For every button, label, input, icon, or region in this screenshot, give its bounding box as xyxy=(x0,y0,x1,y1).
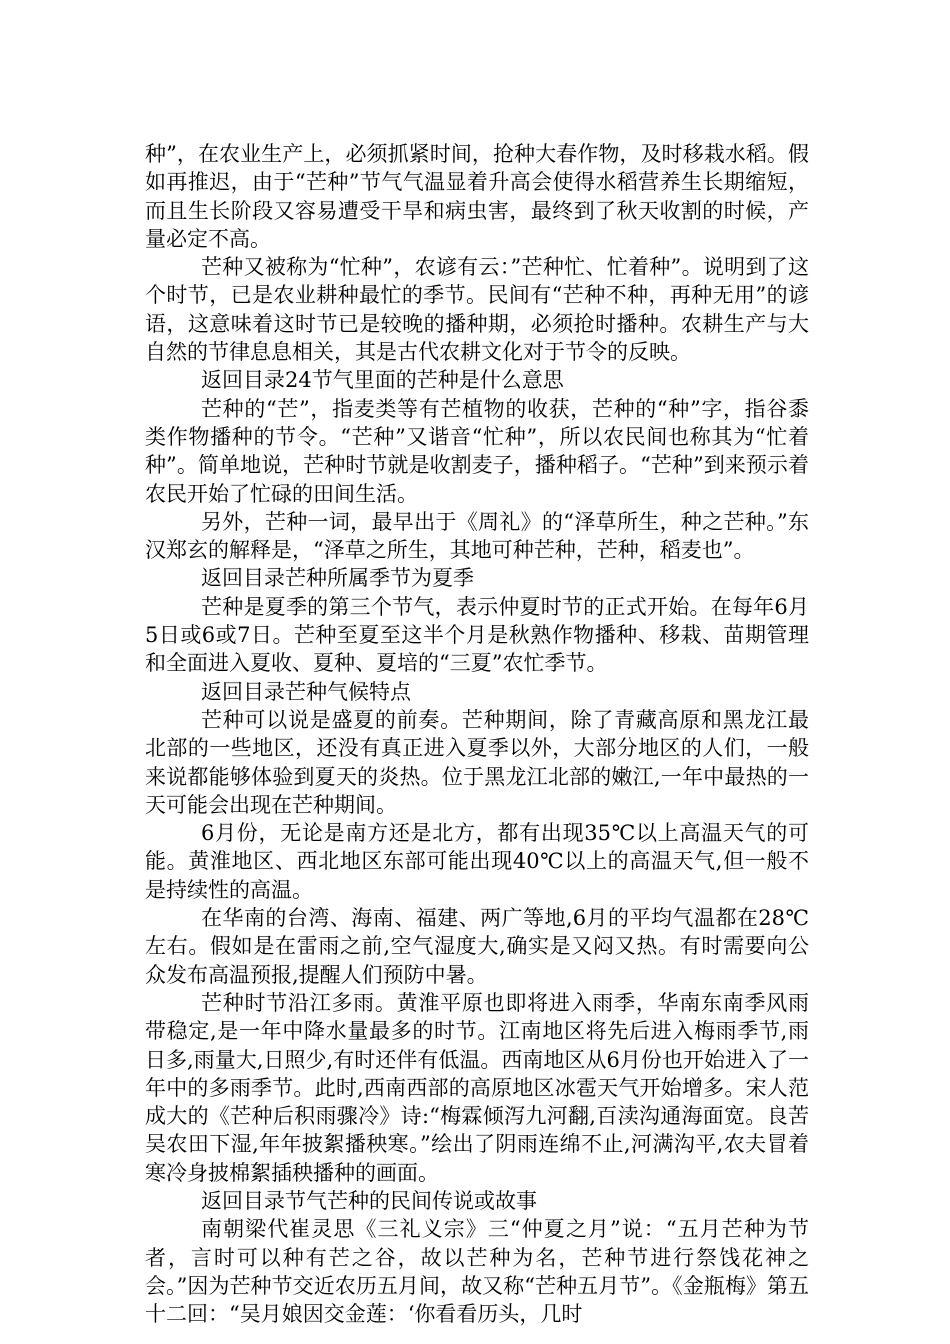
paragraph-season: 芒种是夏季的第三个节气，表示仲夏时节的正式开始。在每年6月5日或6或7日。芒种至夏至这半个月是秋熟作物播种、移栽、苗期管理和全面进入夏收、夏种、夏培的“三夏”农忙季节。 xyxy=(145,594,809,676)
paragraph-zhouli-origin: 另外，芒种一词，最早出于《周礼》的“泽草所生，种之芒种。”东汉郑玄的解释是，“泽草之所生，其地可种芒种，芒种，稻麦也”。 xyxy=(145,509,809,563)
section-heading-folklore[interactable]: 返回目录节气芒种的民间传说或故事 xyxy=(201,1188,537,1213)
paragraph-planting-urgency: 种”，在农业生产上，必须抓紧时间，抢种大春作物，及时移栽水稻。假如再推迟，由于“芒种”节气气温显着升高会使得水稻营养生长期缩短，而且生长阶段又容易遭受干旱和病虫害，最终到了秋天收割的时候，产量必定不高。 xyxy=(145,142,809,251)
paragraph-south-china: 在华南的台湾、海南、福建、两广等地,6月的平均气温都在28℃左右。假如是在雷雨之前,空气湿度大,确实是又闷又热。有时需要向公众发布高温预报,提醒人们预防中暑。 xyxy=(145,906,809,987)
paragraph-june-heat: 6月份，无论是南方还是北方，都有出现35℃以上高温天气的可能。黄淮地区、西北地区东部可能出现40℃以上的高温天气,但一般不是持续性的高温。 xyxy=(145,821,809,902)
paragraph-meaning-of-mangzhong: 芒种的“芒”，指麦类等有芒植物的收获，芒种的“种”字，指谷黍类作物播种的节令。“芒种”又谐音“忙种”，所以农民间也称其为“忙着种”。简单地说，芒种时节就是收割麦子，播种稻子。“芒种”到来预示着农民开始了忙碌的田间生活。 xyxy=(145,396,809,506)
paragraph-busy-planting: 芒种又被称为“忙种”，农谚有云：”芒种忙、忙着种”。说明到了这个时节，已是农业耕种最忙的季节。民间有“芒种不种，再种无用”的谚语，这意味着这时节已是较晚的播种期，必须抢时播种。农耕生产与大自然的节律息息相关，其是古代农耕文化对于节令的反映。 xyxy=(145,255,809,365)
section-heading-meaning[interactable]: 返回目录24节气里面的芒种是什么意思 xyxy=(201,368,564,393)
paragraph-rain-season: 芒种时节沿江多雨。黄淮平原也即将进入雨季，华南东南季风雨带稳定,是一年中降水量最多的时节。江南地区将先后进入梅雨季节,雨日多,雨量大,日照少,有时还伴有低温。西南地区从6月份也开始进入了一年中的多雨季节。此时,西南西部的高原地区冰雹天气开始增多。宋人范成大的《芒种后积雨骤冷》诗:“梅霖倾泻九河翻,百渎沟通海面宽。良苦吴农田下湿,年年披絮播秧寒。”绘出了阴雨连绵不止,河满沟平,农夫冒着寒冷身披棉絮插秧播种的画面。 xyxy=(145,990,809,1185)
section-heading-season[interactable]: 返回目录芒种所属季节为夏季 xyxy=(201,566,474,591)
document-page xyxy=(145,140,809,1328)
paragraph-folklore: 南朝梁代崔灵思《三礼义宗》三“仲夏之月”说：“五月芒种为节者，言时可以种有芒之谷，故以芒种为名，芒种节进行祭饯花神之会。”因为芒种节交近农历五月间，故又称“芒种五月节”。《金瓶梅》第五十二回：“吴月娘因交金莲：‘你看看历头，几时 xyxy=(145,1217,809,1327)
paragraph-climate-prelude: 芒种可以说是盛夏的前奏。芒种期间，除了青藏高原和黑龙江最北部的一些地区，还没有真正进入夏季以外，大部分地区的人们，一般来说都能够体验到夏天的炎热。位于黑龙江北部的嫩江,一年中最热的一天可能会出现在芒种期间。 xyxy=(145,707,809,817)
section-heading-climate[interactable]: 返回目录芒种气候特点 xyxy=(201,679,411,704)
